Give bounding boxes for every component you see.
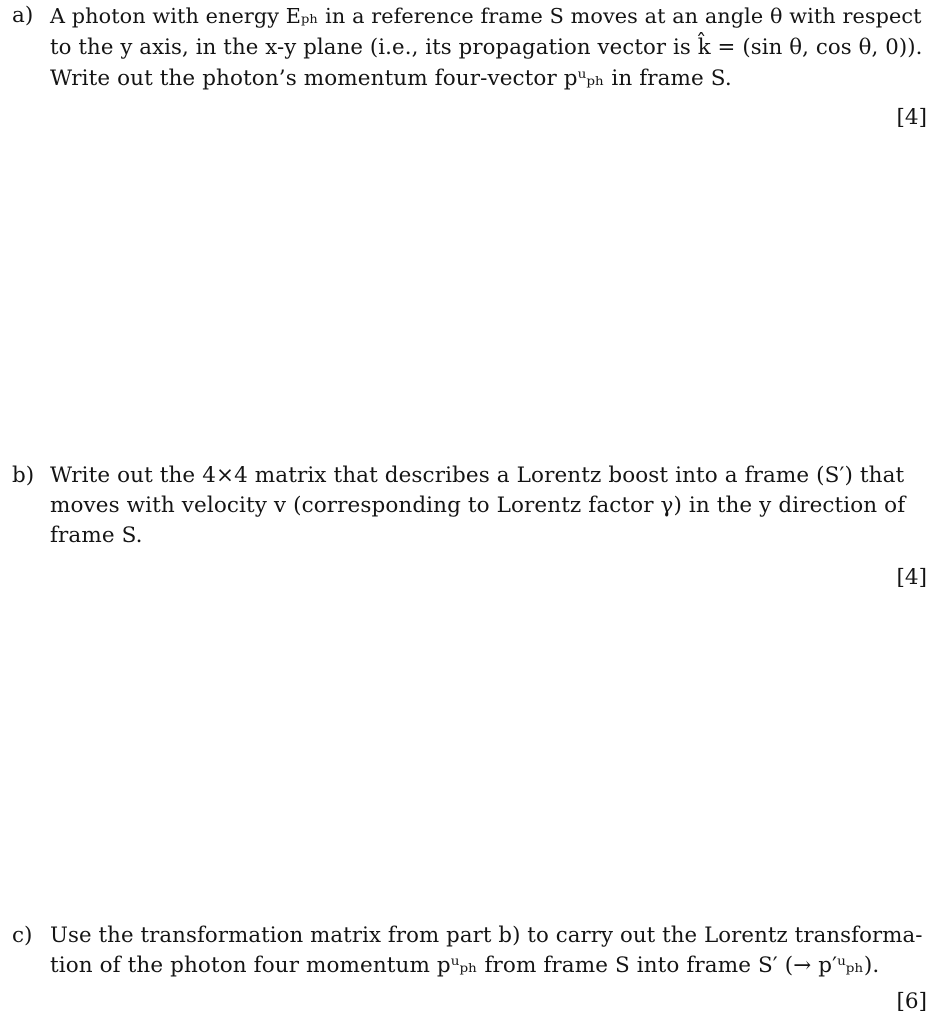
- question-c-marks: [6]: [896, 989, 927, 1014]
- question-c-label: c): [12, 923, 33, 948]
- question-a-label: a): [12, 3, 34, 28]
- question-a-line-2: to the y axis, in the x-y plane (i.e., its propagation vector is k̂ = (sin θ, cos θ, 0)).: [50, 35, 923, 60]
- question-b-line-1: Write out the 4×4 matrix that describes a Lorentz boost into a frame (S′) that: [50, 463, 905, 488]
- question-b-marks: [4]: [896, 565, 927, 590]
- question-a-line-3: Write out the photon’s momentum four-vector pᵘₚₕ in frame S.: [50, 66, 732, 91]
- question-b-label: b): [12, 463, 35, 488]
- question-c-line-2: tion of the photon four momentum pᵘₚₕ from frame S into frame S′ (→ p′ᵘₚₕ).: [50, 953, 880, 978]
- question-b-line-3: frame S.: [50, 523, 143, 548]
- question-b-line-2: moves with velocity v (corresponding to Lorentz factor γ) in the y direction of: [50, 493, 906, 518]
- question-a-line-1: A photon with energy Eₚₕ in a reference frame S moves at an angle θ with respect: [50, 4, 922, 28]
- question-c-line-1: Use the transformation matrix from part b) to carry out the Lorentz transforma-: [50, 923, 923, 948]
- question-a-marks: [4]: [896, 105, 927, 130]
